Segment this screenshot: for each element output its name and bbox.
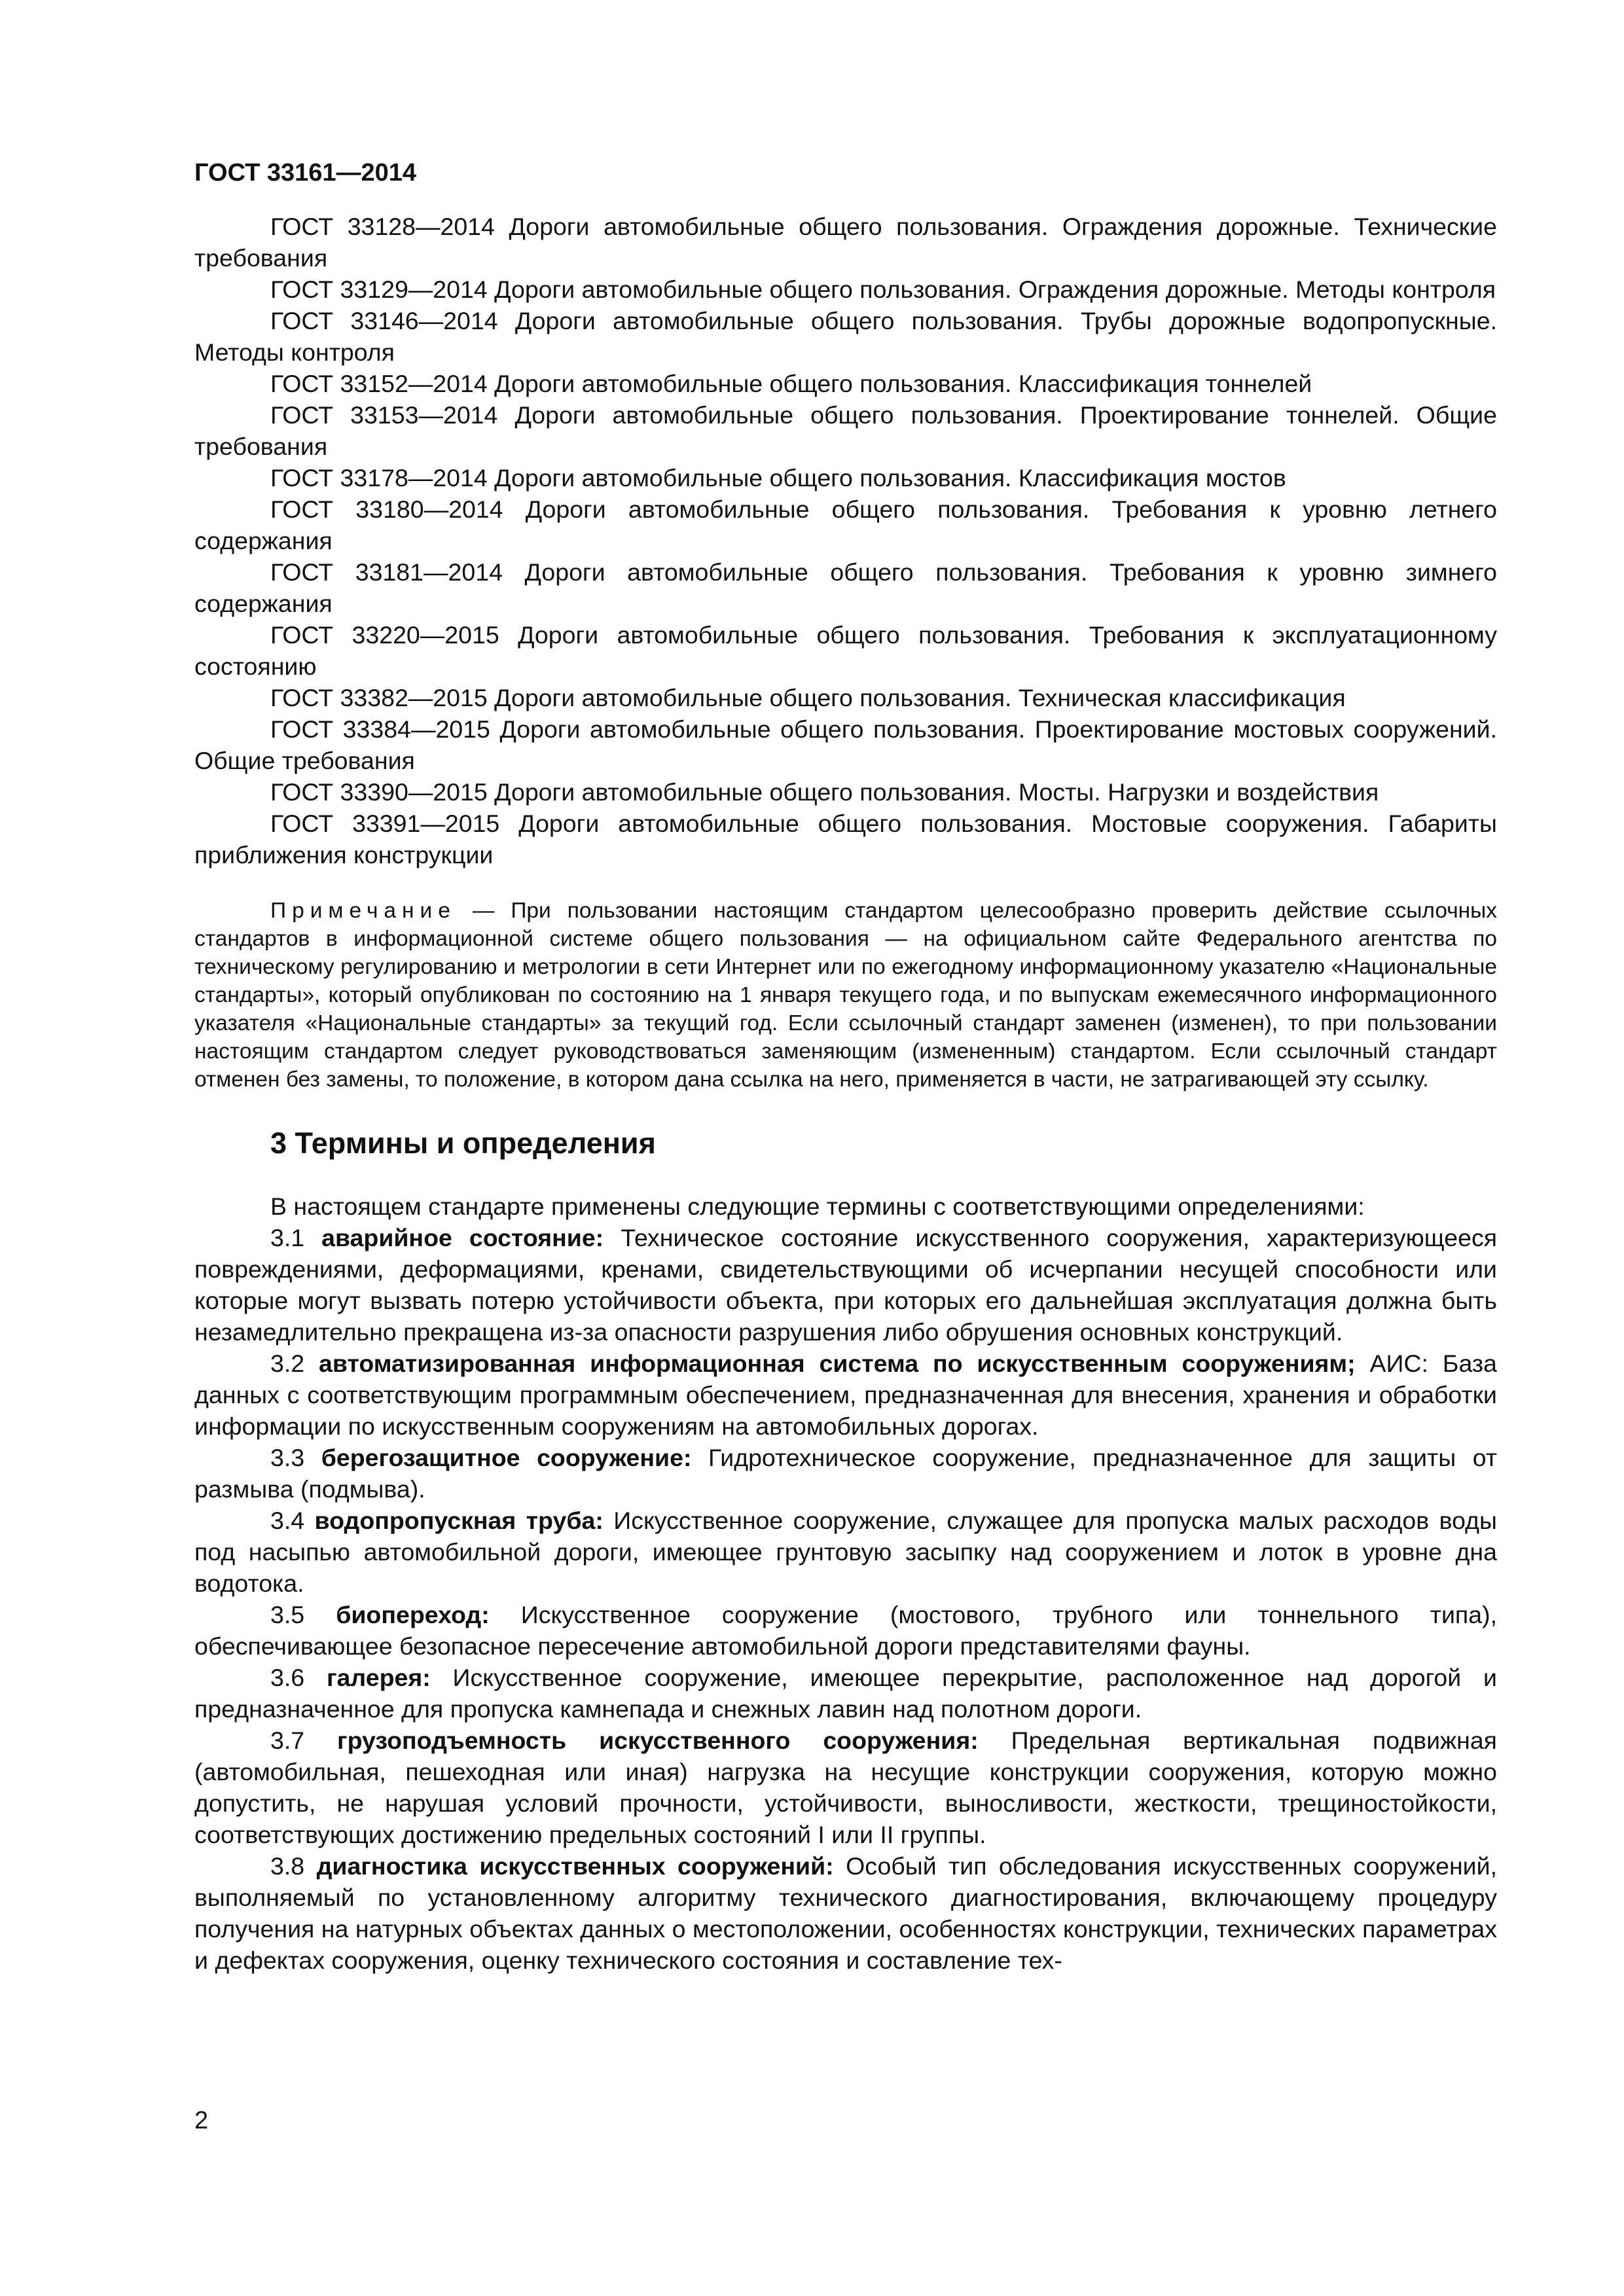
term-definition xyxy=(194,1442,1497,1505)
section-title: 3 Термины и определения xyxy=(270,1126,656,1160)
term-definition xyxy=(194,1599,1497,1662)
reference-item: ГОСТ 33153—2014 Дороги автомобильные общего пользования. Проектирование тоннелей. Общие требования xyxy=(194,401,1497,460)
term-number: 3.2 xyxy=(270,1350,319,1377)
term-definition xyxy=(194,1725,1497,1850)
page-content xyxy=(194,211,1497,1976)
term-name: грузоподъемность искусственного сооружения: xyxy=(337,1727,979,1754)
note-paragraph xyxy=(194,897,1497,1094)
term-name: аварийное состояние: xyxy=(321,1224,604,1251)
section-intro: В настоящем стандарте применены следующие термины с соответствующими определениями: xyxy=(270,1193,1365,1220)
reference-item: ГОСТ 33152—2014 Дороги автомобильные общего пользования. Классификация тоннелей xyxy=(270,370,1312,397)
reference-item: ГОСТ 33178—2014 Дороги автомобильные общего пользования. Классификация мостов xyxy=(270,464,1286,492)
term-definition xyxy=(194,1505,1497,1599)
reference-item: ГОСТ 33390—2015 Дороги автомобильные общего пользования. Мосты. Нагрузки и воздействия xyxy=(270,778,1379,806)
term-definition xyxy=(194,1850,1497,1976)
term-name: галерея: xyxy=(326,1664,431,1691)
note-text: — При пользовании настоящим стандартом целесообразно проверить действие ссылочных стандартов в информационной системе общего пользования — на официальном сайте Федерального агентства по техническому регулированию и метрологии в сети Интернет или по ежегодному информационному указателю «Национальные стандарты», который опубликован по состоянию на 1 января текущего года, и по выпускам ежемесячного информационного указателя «Национальные стандарты» за текущий год. Если ссылочный стандарт заменен (изменен), то при пользовании настоящим стандартом следует руководствоваться заменяющим (измененным) стандартом. Если ссылочный стандарт отменен без замены, то положение, в котором дана ссылка на него, применяется в части, не затрагивающей эту ссылку. xyxy=(194,899,1497,1092)
reference-item: ГОСТ 33220—2015 Дороги автомобильные общего пользования. Требования к эксплуатационному состоянию xyxy=(194,621,1497,680)
term-name: берегозащитное сооружение: xyxy=(321,1444,692,1471)
term-text: Гидротехническое сооружение, предназначенное для защиты от размыва (подмыва). xyxy=(194,1444,1497,1503)
term-number: 3.3 xyxy=(270,1444,321,1471)
term-name: диагностика искусственных сооружений: xyxy=(316,1852,834,1880)
term-text: АИС: База данных с соответствующим программным обеспечением, предназначенная для внесения, хранения и обработки информации по искусственным сооружениям на автомобильных дорогах. xyxy=(194,1350,1497,1440)
reference-item: ГОСТ 33382—2015 Дороги автомобильные общего пользования. Техническая классификация xyxy=(270,684,1346,711)
term-number: 3.8 xyxy=(270,1852,317,1880)
term-name: водопропускная труба: xyxy=(314,1507,604,1534)
term-number: 3.6 xyxy=(270,1664,327,1691)
reference-item: ГОСТ 33146—2014 Дороги автомобильные общего пользования. Трубы дорожные водопропускные. Методы контроля xyxy=(194,307,1497,366)
reference-item: ГОСТ 33129—2014 Дороги автомобильные общего пользования. Ограждения дорожные. Методы контроля xyxy=(270,276,1496,303)
term-definition xyxy=(194,1662,1497,1725)
term-number: 3.4 xyxy=(270,1507,315,1534)
references-list xyxy=(194,211,1497,870)
term-definition xyxy=(194,1348,1497,1442)
term-number: 3.7 xyxy=(270,1727,338,1754)
term-text: Искусственное сооружение (мостового, трубного или тоннельного типа), обеспечивающее безопасное пересечение автомобильной дороги представителями фауны. xyxy=(194,1601,1497,1660)
term-number: 3.1 xyxy=(270,1224,322,1251)
term-text: Искусственное сооружение, служащее для пропуска малых расходов воды под насыпью автомобильной дороги, имеющее грунтовую засыпку над сооружением и лоток в уровне дна водотока. xyxy=(194,1507,1497,1597)
document-header: ГОСТ 33161—2014 xyxy=(194,159,417,187)
reference-item: ГОСТ 33391—2015 Дороги автомобильные общего пользования. Мостовые сооружения. Габариты приближения конструкции xyxy=(194,810,1497,869)
reference-item: ГОСТ 33180—2014 Дороги автомобильные общего пользования. Требования к уровню летнего содержания xyxy=(194,495,1497,554)
term-number: 3.5 xyxy=(270,1601,336,1628)
reference-item: ГОСТ 33384—2015 Дороги автомобильные общего пользования. Проектирование мостовых сооружений. Общие требования xyxy=(194,715,1497,774)
term-text: Техническое состояние искусственного сооружения, характеризующееся повреждениями, деформациями, кренами, свидетельствующими об исчерпании несущей способности или которые могут вызвать потерю устойчивости объекта, при которых его дальнейшая эксплуатация должна быть незамедлительно прекращена из-за опасности разрушения либо обрушения основных конструкций. xyxy=(194,1224,1497,1346)
term-text: Предельная вертикальная подвижная (автомобильная, пешеходная или иная) нагрузка на несущие конструкции сооружения, которую можно допустить, не нарушая условий прочности, устойчивости, выносливости, жесткости, трещиностойкости, соответствующих достижению предельных состояний I или II группы. xyxy=(194,1727,1497,1848)
term-definition xyxy=(194,1222,1497,1348)
note-label: Примечание xyxy=(270,899,456,923)
term-text: Искусственное сооружение, имеющее перекрытие, расположенное над дорогой и предназначенное для пропуска камнепада и снежных лавин над полотном дороги. xyxy=(194,1664,1497,1723)
page-number: 2 xyxy=(194,2107,209,2134)
term-name: биопереход: xyxy=(336,1601,490,1628)
term-text: Особый тип обследования искусственных сооружений, выполняемый по установленному алгоритму технического диагностирования, включающему процедуру получения на натурных объектах данных о местоположении, особенностях конструкции, технических параметрах и дефектах сооружения, оценку технического состояния и составление тех- xyxy=(194,1852,1497,1974)
reference-item: ГОСТ 33181—2014 Дороги автомобильные общего пользования. Требования к уровню зимнего содержания xyxy=(194,558,1497,617)
reference-item: ГОСТ 33128—2014 Дороги автомобильные общего пользования. Ограждения дорожные. Технические требования xyxy=(194,213,1497,272)
term-name: автоматизированная информационная система по искусственным сооружениям; xyxy=(319,1350,1356,1377)
